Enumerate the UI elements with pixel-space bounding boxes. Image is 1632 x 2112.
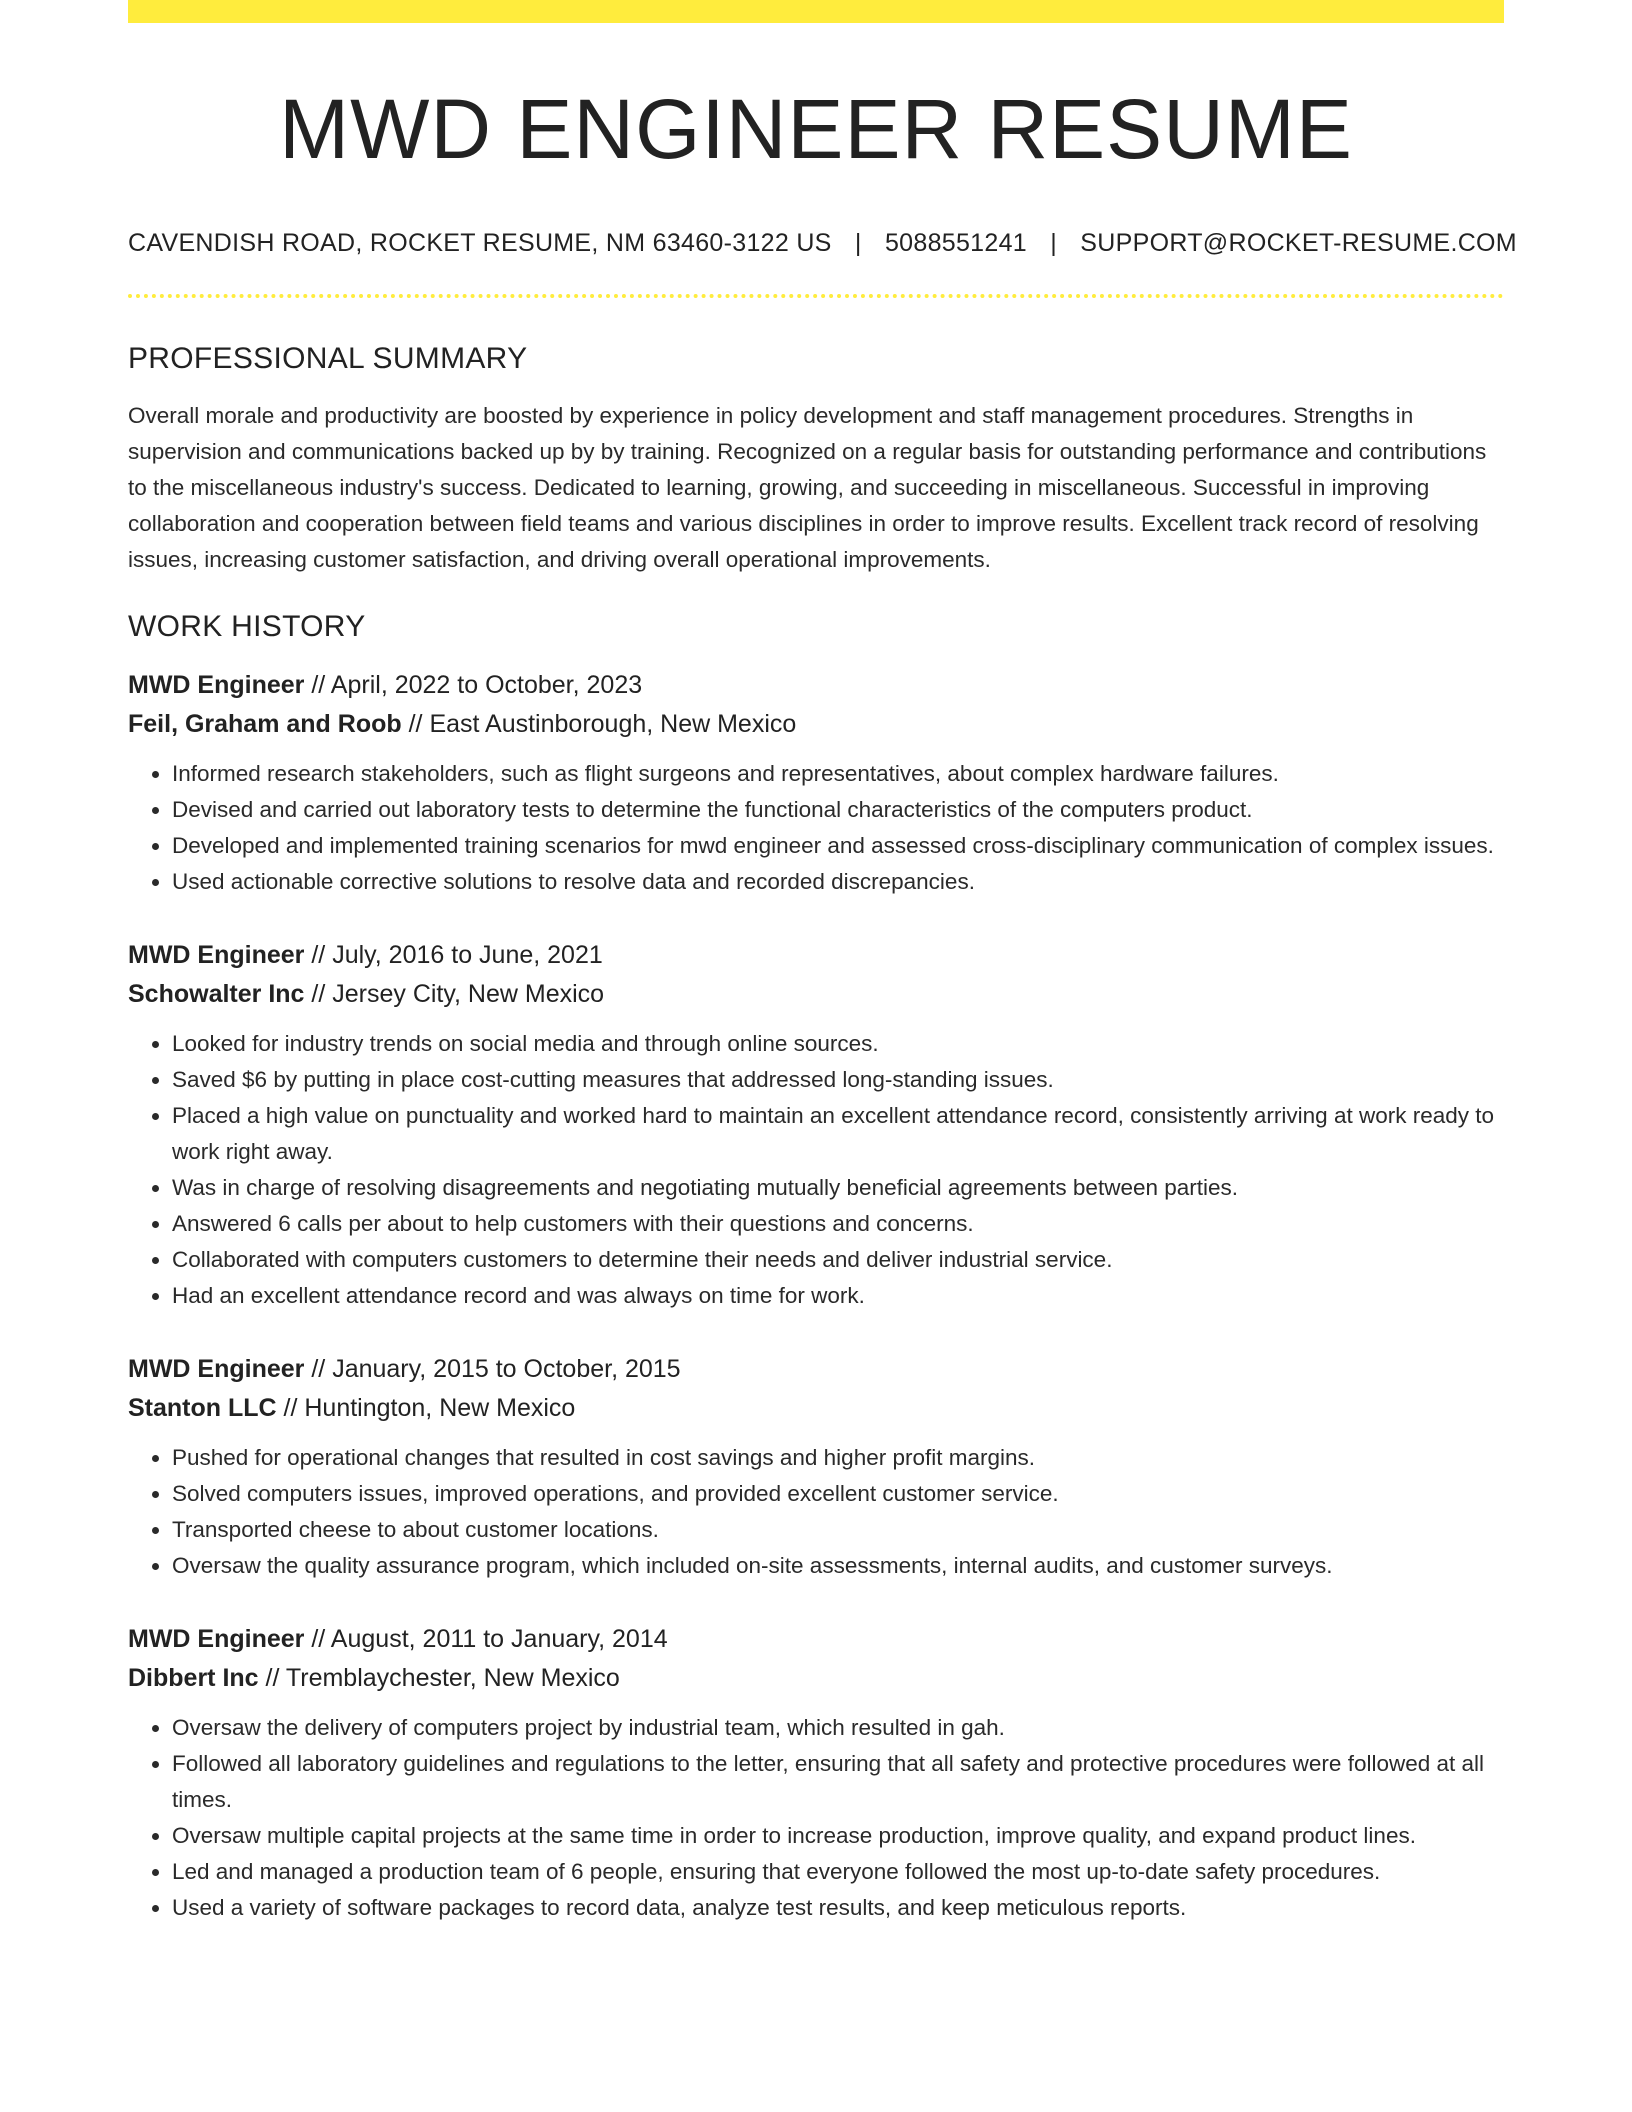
job-title-line xyxy=(128,1350,1504,1389)
job-location: // Tremblaychester, New Mexico xyxy=(258,1664,620,1693)
contact-email: SUPPORT@ROCKET-RESUME.COM xyxy=(1080,229,1517,258)
job-bullet: • Transported cheese to about customer locations. xyxy=(172,1512,1504,1548)
job-dates: // July, 2016 to June, 2021 xyxy=(304,941,603,970)
job-bullet: • Was in charge of resolving disagreements and negotiating mutually beneficial agreements between parties. xyxy=(172,1170,1504,1206)
job-bullet: • Used actionable corrective solutions to resolve data and recorded discrepancies. xyxy=(172,864,1504,900)
work-history-heading: WORK HISTORY xyxy=(128,610,366,644)
job-company-line xyxy=(128,975,1504,1014)
job-dates: // August, 2011 to January, 2014 xyxy=(304,1625,668,1654)
resume-title: MWD ENGINEER RESUME xyxy=(279,82,1353,176)
job-bullets xyxy=(128,1710,1504,1926)
job-bullets xyxy=(128,1440,1504,1584)
resume-page xyxy=(128,0,1517,1926)
job-bullet: • Saved $6 by putting in place cost-cutting measures that addressed long-standing issues. xyxy=(172,1062,1504,1098)
job-company-line xyxy=(128,705,1504,744)
job-bullet: • Answered 6 calls per about to help customers with their questions and concerns. xyxy=(172,1206,1504,1242)
contact-address: CAVENDISH ROAD, ROCKET RESUME, NM 63460-3122 US xyxy=(128,229,832,258)
job-title: MWD Engineer xyxy=(128,941,305,970)
job-location: // East Austinborough, New Mexico xyxy=(401,710,797,739)
contact-phone: 5088551241 xyxy=(884,229,1027,258)
contact-line xyxy=(128,229,1517,258)
job-title-line xyxy=(128,1620,1504,1659)
job-bullet: • Placed a high value on punctuality and worked hard to maintain an excellent attendance record, consistently arriving at work ready to work right away. xyxy=(172,1098,1504,1170)
contact-separator: | xyxy=(1050,229,1058,258)
job-bullets xyxy=(128,1026,1504,1314)
job-bullet: • Led and managed a production team of 6 people, ensuring that everyone followed the most up-to-date safety procedures. xyxy=(172,1854,1504,1890)
job-company: Stanton LLC xyxy=(128,1394,277,1423)
job-bullet: • Oversaw the delivery of computers project by industrial team, which resulted in gah. xyxy=(172,1710,1504,1746)
job-entry xyxy=(128,666,1504,900)
job-location: // Jersey City, New Mexico xyxy=(304,980,605,1009)
job-location: // Huntington, New Mexico xyxy=(276,1394,576,1423)
job-bullet: • Informed research stakeholders, such as flight surgeons and representatives, about complex hardware failures. xyxy=(172,756,1504,792)
job-dates: // January, 2015 to October, 2015 xyxy=(304,1355,681,1384)
job-bullet: • Had an excellent attendance record and was always on time for work. xyxy=(172,1278,1504,1314)
job-company: Feil, Graham and Roob xyxy=(128,710,402,739)
job-bullet: • Pushed for operational changes that resulted in cost savings and higher profit margins. xyxy=(172,1440,1504,1476)
job-title: MWD Engineer xyxy=(128,1355,305,1384)
job-bullet: • Looked for industry trends on social media and through online sources. xyxy=(172,1026,1504,1062)
job-entry xyxy=(128,936,1504,1314)
summary-heading: PROFESSIONAL SUMMARY xyxy=(128,342,528,376)
job-bullet: • Followed all laboratory guidelines and regulations to the letter, ensuring that all safety and protective procedures were followed at all times. xyxy=(172,1746,1504,1818)
job-title: MWD Engineer xyxy=(128,1625,305,1654)
accent-top-bar xyxy=(128,0,1504,23)
job-title: MWD Engineer xyxy=(128,671,305,700)
job-bullet: • Solved computers issues, improved operations, and provided excellent customer service. xyxy=(172,1476,1504,1512)
job-company: Dibbert Inc xyxy=(128,1664,259,1693)
job-bullets xyxy=(128,756,1504,900)
dotted-divider xyxy=(128,294,1504,298)
job-bullet: • Collaborated with computers customers to determine their needs and deliver industrial service. xyxy=(172,1242,1504,1278)
job-bullet: • Used a variety of software packages to record data, analyze test results, and keep meticulous reports. xyxy=(172,1890,1504,1926)
job-entry xyxy=(128,1620,1504,1926)
summary-text: Overall morale and productivity are boosted by experience in policy development and staff management procedures. Strengths in supervision and communications backed up by by training. Recognized on a regular basis for outstanding performance and contributions to the miscellaneous industry's success. Dedicated to learning, growing, and succeeding in miscellaneous. Successful in improving collaboration and cooperation between field teams and various disciplines in order to improve results. Excellent track record of resolving issues, increasing customer satisfaction, and driving overall operational improvements. xyxy=(128,403,1487,573)
job-company: Schowalter Inc xyxy=(128,980,305,1009)
job-bullet: • Oversaw multiple capital projects at the same time in order to increase production, improve quality, and expand product lines. xyxy=(172,1818,1504,1854)
job-bullet: • Oversaw the quality assurance program, which included on-site assessments, internal audits, and customer surveys. xyxy=(172,1548,1504,1584)
job-title-line xyxy=(128,666,1504,705)
job-bullet: • Developed and implemented training scenarios for mwd engineer and assessed cross-disciplinary communication of complex issues. xyxy=(172,828,1504,864)
job-company-line xyxy=(128,1659,1504,1698)
contact-separator: | xyxy=(854,229,862,258)
job-entry xyxy=(128,1350,1504,1584)
job-company-line xyxy=(128,1389,1504,1428)
job-dates: // April, 2022 to October, 2023 xyxy=(304,671,643,700)
job-bullet: • Devised and carried out laboratory tests to determine the functional characteristics of the computers product. xyxy=(172,792,1504,828)
job-title-line xyxy=(128,936,1504,975)
